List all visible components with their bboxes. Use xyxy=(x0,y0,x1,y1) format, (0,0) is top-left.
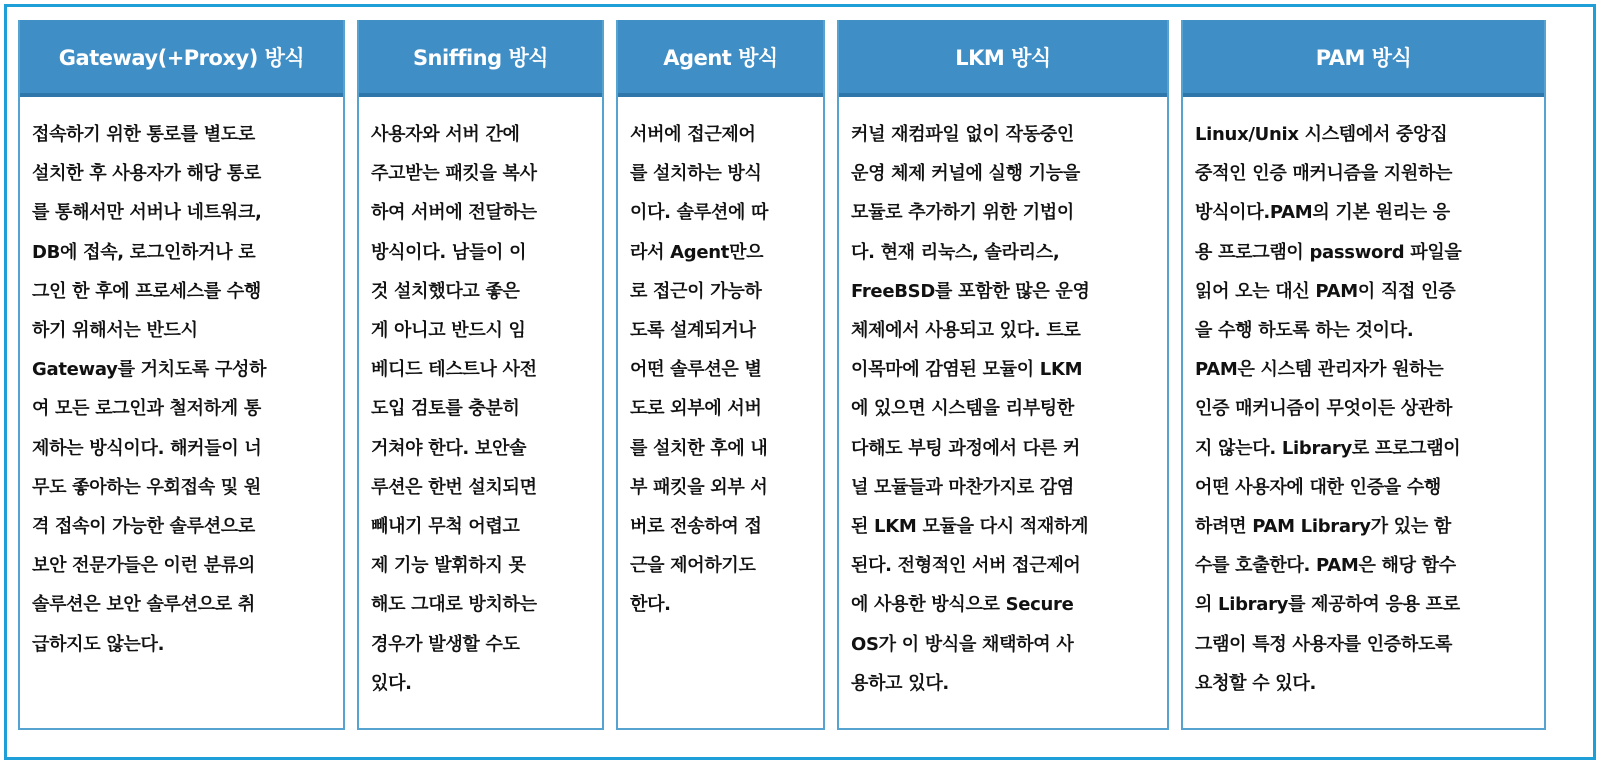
column-header: Gateway(+Proxy) 방식 xyxy=(20,20,343,97)
column-gateway xyxy=(18,20,345,730)
column-header: LKM 방식 xyxy=(839,20,1167,97)
column-agent xyxy=(616,20,825,730)
column-lkm xyxy=(837,20,1169,730)
column-description: 접속하기 위한 통로를 별도로 설치한 후 사용자가 해당 통로 를 통해서만 서버나 네트워크, DB에 접속, 로그인하거나 로 그인 한 후에 프로세스를 수행 하기 위해서는 반드시 Gateway를 거치도록 구성하 여 모든 로그인과 철저하게 통 제하는 방식이다. 해커들이 너 무도 좋아하는 우회접속 및 원 격 접속이 가능한 솔루션으로 보안 전문가들은 이런 분류의 솔루션은 보안 솔루션으로 취 급하지도 않는다. xyxy=(32,124,267,655)
column-sniffing xyxy=(357,20,604,730)
column-description: Linux/Unix 시스템에서 중앙집 중적인 인증 매커니즘을 지원하는 방식이다.PAM의 기본 원리는 응 용 프로그램이 password 파일을 읽어 오는 대신 PAM이 직접 인증 을 수행 하도록 하는 것이다. PAM은 시스템 관리자가 원하는 인증 매커니즘이 무엇이든 상관하 지 않는다. Library로 프로그램이 어떤 사용자에 대한 인증을 수행 하려면 PAM Library가 있는 함 수를 호출한다. PAM은 해당 함수 의 Library를 제공하여 응용 프로 그램이 특정 사용자를 인증하도록 요청할 수 있다. xyxy=(1195,124,1462,694)
column-header: Agent 방식 xyxy=(618,20,823,97)
column-header: Sniffing 방식 xyxy=(359,20,602,97)
column-header: PAM 방식 xyxy=(1183,20,1544,97)
column-description: 서버에 접근제어 를 설치하는 방식 이다. 솔루션에 따 라서 Agent만으 로 접근이 가능하 도록 설계되거나 어떤 솔루션은 별 도로 외부에 서버 를 설치한 후에 내 부 패킷을 외부 서 버로 전송하여 접 근을 제어하기도 한다. xyxy=(630,124,769,616)
column-description: 커널 재컴파일 없이 작동중인 운영 체제 커널에 실행 기능을 모듈로 추가하기 위한 기법이 다. 현재 리눅스, 솔라리스, FreeBSD를 포함한 많은 운영 체제에서 사용되고 있다. 트로 이목마에 감염된 모듈이 LKM 에 있으면 시스템을 리부팅한 다해도 부팅 과정에서 다른 커 널 모듈들과 마찬가지로 감염 된 LKM 모듈을 다시 적재하게 된다. 전형적인 서버 접근제어 에 사용한 방식으로 Secure OS가 이 방식을 채택하여 사 용하고 있다. xyxy=(851,124,1090,694)
column-description: 사용자와 서버 간에 주고받는 패킷을 복사 하여 서버에 전달하는 방식이다. 남들이 이 것 설치했다고 좋은 게 아니고 반드시 임 베디드 테스트나 사전 도입 검토를 충분히 거쳐야 한다. 보안솔 루션은 한번 설치되면 빼내기 무척 어렵고 제 기능 발휘하지 못 해도 그대로 방치하는 경우가 발생할 수도 있다. xyxy=(371,124,537,694)
column-pam xyxy=(1181,20,1546,730)
